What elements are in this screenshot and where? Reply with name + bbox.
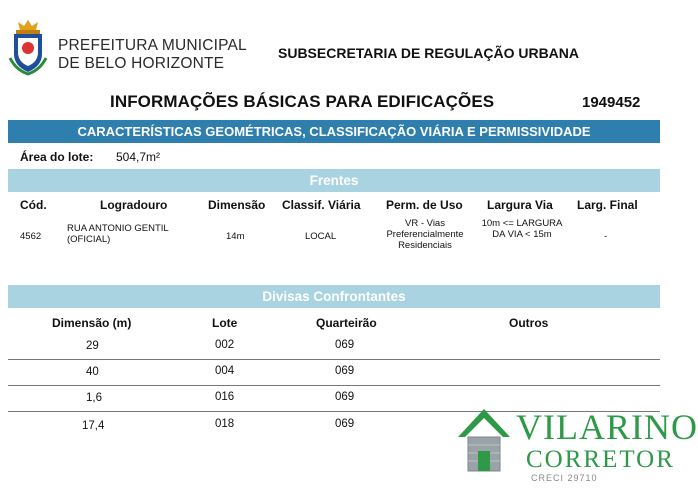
div-dimensao: 40 (86, 366, 99, 378)
col-header-div-quarteirao: Quarteirão (316, 316, 377, 330)
div-dimensao: 17,4 (82, 420, 105, 432)
col-header-cod: Cód. (20, 198, 47, 212)
section-header-divisas: Divisas Confrontantes (8, 285, 660, 308)
subsecretaria-title: SUBSECRETARIA DE REGULAÇÃO URBANA (278, 45, 580, 61)
col-header-div-outros: Outros (509, 316, 549, 330)
div-lote: 016 (215, 391, 235, 403)
watermark-creci: CRECI 29710 (531, 473, 598, 483)
div-dimensao: 29 (86, 340, 99, 352)
col-header-div-lote: Lote (212, 316, 238, 330)
frente-cod: 4562 (20, 231, 42, 242)
col-header-largura-via: Largura Via (487, 198, 553, 212)
frente-classif: LOCAL (305, 231, 337, 242)
col-header-classif-viaria: Classif. Viária (282, 198, 361, 212)
house-icon (456, 407, 512, 473)
area-lote-value: 504,7m² (116, 150, 161, 164)
div-lote: 002 (215, 339, 235, 351)
col-header-dimensao: Dimensão (208, 198, 266, 212)
watermark-name: VILARINO (516, 407, 698, 447)
table-row (8, 334, 660, 360)
table-row (8, 360, 660, 386)
div-quarteirao: 069 (335, 365, 355, 377)
org-line-1: PREFEITURA MUNICIPAL (58, 37, 247, 54)
div-quarteirao: 069 (335, 339, 355, 351)
div-dimensao: 1,6 (86, 392, 102, 404)
prefeitura-logo-text (58, 37, 247, 73)
frente-logradouro: RUA ANTONIO GENTIL (OFICIAL) (67, 223, 169, 245)
document-number: 1949452 (582, 94, 641, 111)
col-header-div-dimensao: Dimensão (m) (52, 316, 132, 330)
document-title: INFORMAÇÕES BÁSICAS PARA EDIFICAÇÕES (110, 92, 495, 111)
frente-largura-via: 10m <= LARGURA DA VIA < 15m (481, 218, 563, 240)
frente-dimensao: 14m (226, 231, 245, 242)
div-lote: 004 (215, 365, 235, 377)
col-header-logradouro: Logradouro (100, 198, 168, 212)
section-header-frentes: Frentes (8, 169, 660, 192)
section-header-characteristics: CARACTERÍSTICAS GEOMÉTRICAS, CLASSIFICAÇÃO VIÁRIA E PERMISSIVIDADE (8, 120, 660, 143)
div-quarteirao: 069 (335, 418, 355, 430)
frente-larg-final: - (604, 231, 608, 242)
frente-perm-uso: VR - Vias Preferencialmente Residenciais (386, 218, 464, 251)
watermark-role: CORRETOR (526, 446, 675, 473)
pbh-coat-of-arms-icon (8, 18, 48, 76)
org-line-2: DE BELO HORIZONTE (58, 55, 225, 72)
col-header-perm-uso: Perm. de Uso (386, 198, 463, 212)
div-quarteirao: 069 (335, 391, 355, 403)
area-lote-label: Área do lote: (20, 150, 94, 164)
div-lote: 018 (215, 418, 235, 430)
col-header-larg-final: Larg. Final (577, 198, 638, 212)
